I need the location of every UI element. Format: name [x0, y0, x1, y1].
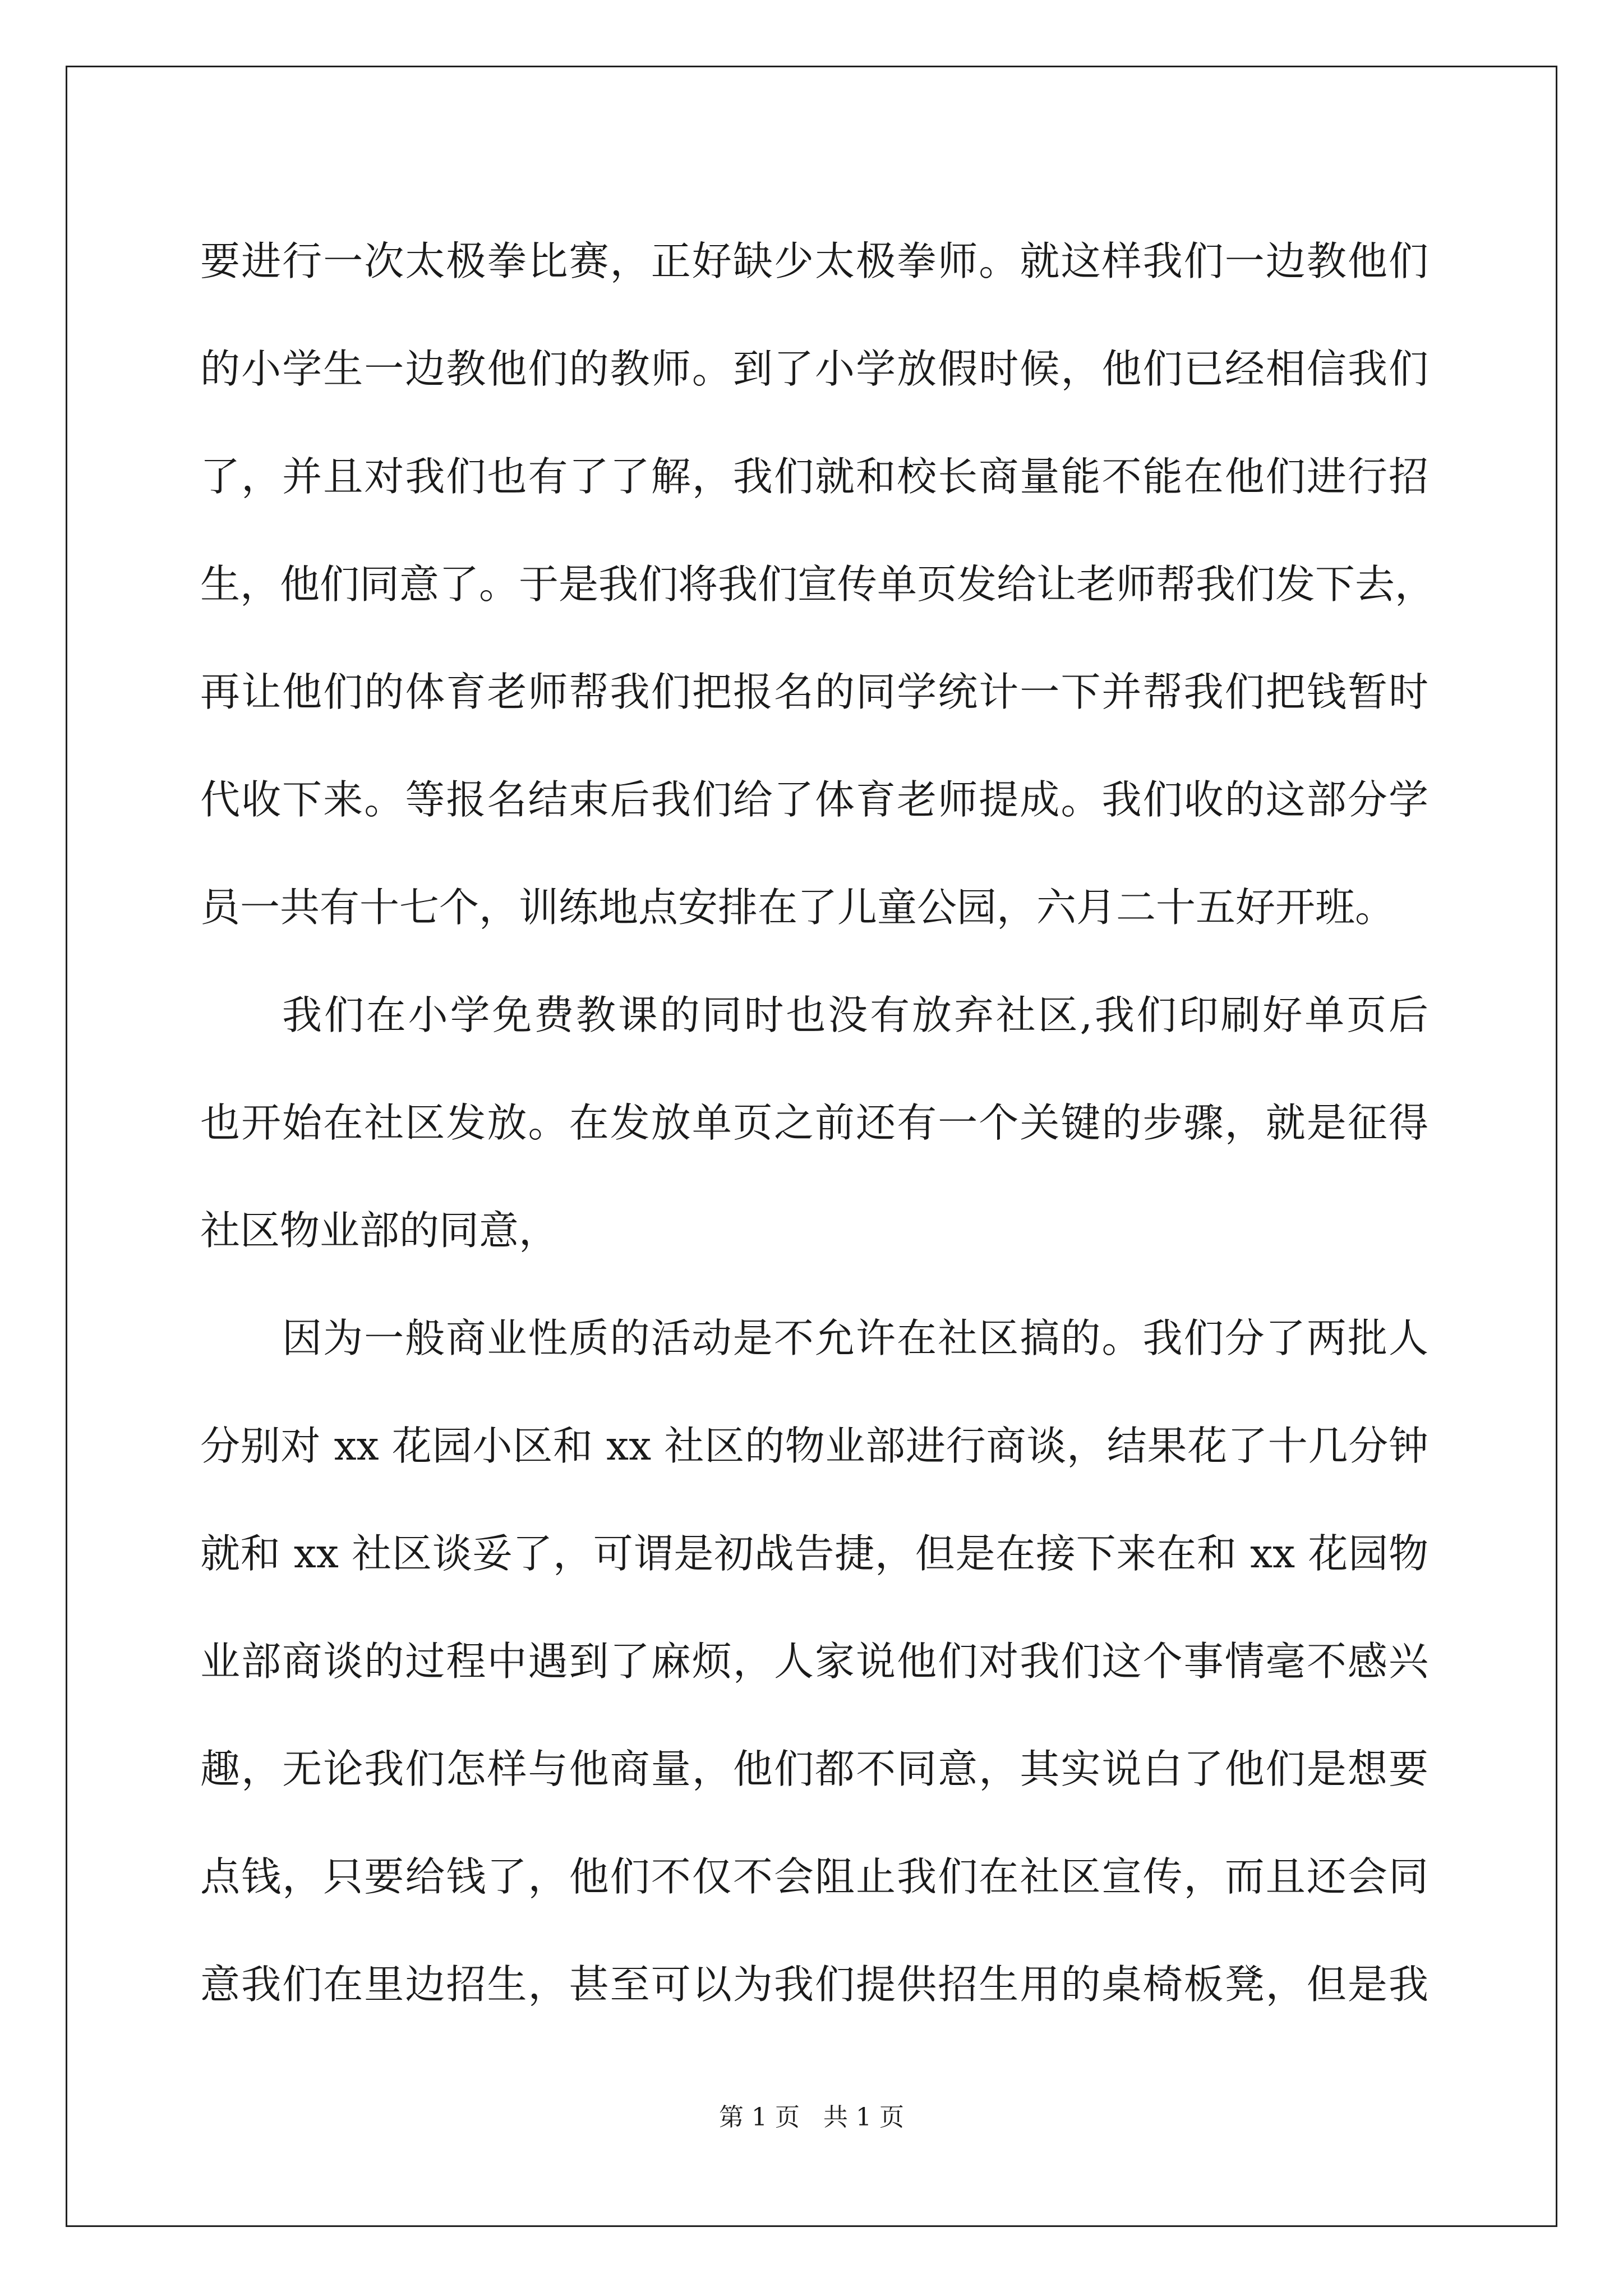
text-line: 生，他们同意了。于是我们将我们宣传单页发给让老师帮我们发下去， — [200, 561, 1435, 608]
paragraph — [200, 1285, 1428, 2039]
text-line: 业部商谈的过程中遇到了麻烦，人家说他们对我们这个事情毫不感兴 — [200, 1638, 1428, 1685]
text-line: 再让他们的体育老师帮我们把报名的同学统计一下并帮我们把钱暂时 — [200, 669, 1428, 715]
document-body — [200, 208, 1435, 2039]
text-line: 点钱，只要给钱了，他们不仅不会阻止我们在社区宣传，而且还会同 — [200, 1853, 1428, 1900]
text-line: 我们在小学免费教课的同时也没有放弃社区,我们印刷好单页后 — [282, 992, 1428, 1038]
text-line: 的小学生一边教他们的教师。到了小学放假时候，他们已经相信我们 — [200, 346, 1428, 392]
text-line: 趣，无论我们怎样与他商量，他们都不同意，其实说白了他们是想要 — [200, 1746, 1428, 1792]
text-line: 员一共有十七个，训练地点安排在了儿童公园，六月二十五好开班。 — [200, 884, 1395, 931]
text-line: 意我们在里边招生，甚至可以为我们提供招生用的桌椅板凳，但是我 — [200, 1961, 1428, 2008]
text-line: 也开始在社区发放。在发放单页之前还有一个关键的步骤，就是征得 — [200, 1099, 1428, 1146]
page-total: 共 1 页 — [823, 2103, 904, 2132]
paragraph — [200, 208, 1435, 961]
text-line: 因为一般商业性质的活动是不允许在社区搞的。我们分了两批人 — [282, 1315, 1428, 1361]
text-line: 代收下来。等报名结束后我们给了体育老师提成。我们收的这部分学 — [200, 776, 1428, 823]
text-line: 社区物业部的同意， — [200, 1207, 559, 1254]
text-line: 分别对 xx 花园小区和 xx 社区的物业部进行商谈，结果花了十几分钟 — [200, 1423, 1428, 1469]
text-line: 了，并且对我们也有了了解，我们就和校长商量能不能在他们进行招 — [200, 453, 1428, 500]
text-line: 要进行一次太极拳比赛，正好缺少太极拳师。就这样我们一边教他们 — [200, 238, 1428, 284]
paragraph — [200, 961, 1428, 1285]
page-number: 第 1 页 — [719, 2103, 800, 2132]
text-line: 就和 xx 社区谈妥了，可谓是初战告捷，但是在接下来在和 xx 花园物 — [200, 1530, 1428, 1577]
page-footer — [0, 2101, 1623, 2134]
